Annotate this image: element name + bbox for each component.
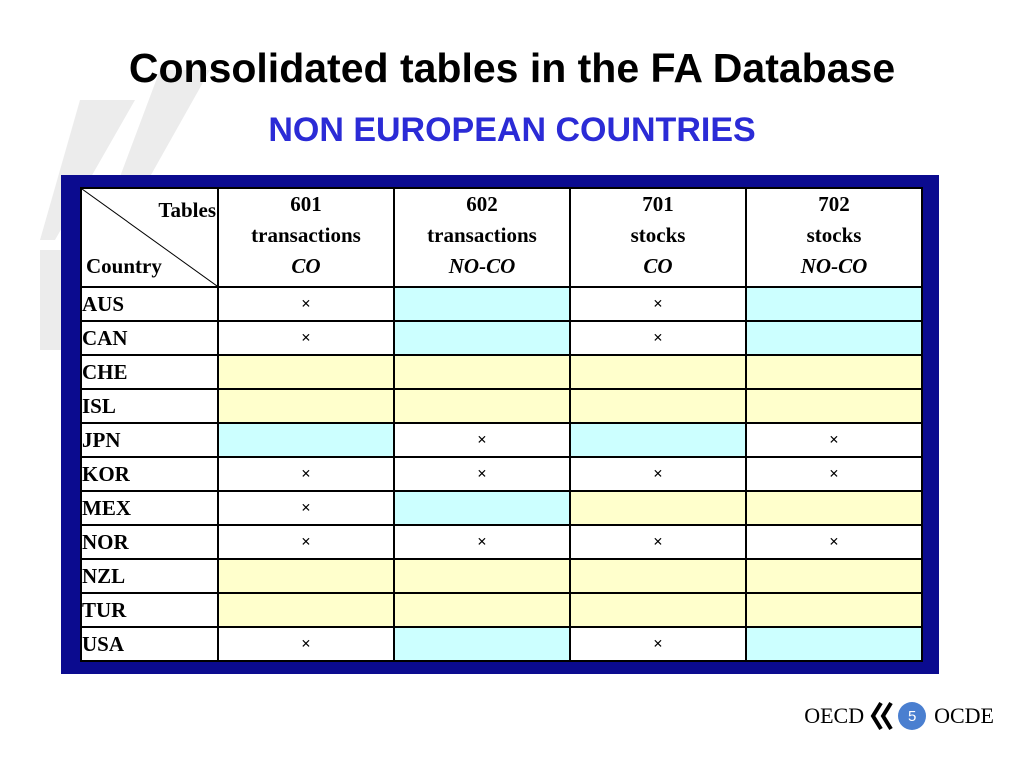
cross-mark-icon: × xyxy=(301,294,311,313)
cross-mark-icon: × xyxy=(301,328,311,347)
table-frame xyxy=(61,175,939,674)
availability-cell xyxy=(218,457,394,491)
availability-cell xyxy=(394,525,570,559)
cross-mark-icon: × xyxy=(829,532,839,551)
availability-cell xyxy=(746,457,922,491)
cross-mark-icon: × xyxy=(653,294,663,313)
column-header-702 xyxy=(746,188,922,287)
availability-cell xyxy=(570,559,746,593)
country-cell: CAN xyxy=(81,321,218,355)
availability-cell xyxy=(218,355,394,389)
cross-mark-icon: × xyxy=(477,430,487,449)
table-row xyxy=(81,491,922,525)
column-type: transactions xyxy=(251,223,361,247)
country-cell: NOR xyxy=(81,525,218,559)
availability-cell xyxy=(394,593,570,627)
page-subtitle: NON EUROPEAN COUNTRIES xyxy=(268,111,756,149)
oecd-label: OECD xyxy=(804,703,865,728)
availability-cell xyxy=(394,559,570,593)
oecd-chevrons-icon xyxy=(870,701,894,731)
availability-cell xyxy=(570,287,746,321)
availability-cell xyxy=(570,457,746,491)
footer xyxy=(804,701,994,731)
cross-mark-icon: × xyxy=(301,498,311,517)
country-cell: ISL xyxy=(81,389,218,423)
availability-cell xyxy=(746,627,922,661)
availability-cell xyxy=(570,593,746,627)
table-header-row xyxy=(81,188,922,287)
country-cell: KOR xyxy=(81,457,218,491)
availability-cell xyxy=(746,355,922,389)
availability-cell xyxy=(746,559,922,593)
cross-mark-icon: × xyxy=(653,464,663,483)
table-body xyxy=(81,287,922,661)
availability-cell xyxy=(218,389,394,423)
availability-cell xyxy=(746,593,922,627)
availability-cell xyxy=(218,423,394,457)
country-cell: CHE xyxy=(81,355,218,389)
table-row xyxy=(81,593,922,627)
column-scope: NO-CO xyxy=(800,254,868,278)
table-row xyxy=(81,423,922,457)
column-scope: NO-CO xyxy=(448,254,516,278)
availability-cell xyxy=(570,389,746,423)
corner-tables-label: Tables xyxy=(158,198,216,222)
availability-cell xyxy=(746,321,922,355)
column-code: 702 xyxy=(818,192,850,216)
country-cell: USA xyxy=(81,627,218,661)
table-row xyxy=(81,525,922,559)
availability-cell xyxy=(570,491,746,525)
availability-cell xyxy=(746,423,922,457)
country-cell: JPN xyxy=(81,423,218,457)
availability-cell xyxy=(394,389,570,423)
table-row xyxy=(81,627,922,661)
availability-cell xyxy=(218,321,394,355)
availability-cell xyxy=(570,321,746,355)
corner-header xyxy=(81,188,218,287)
availability-cell xyxy=(218,627,394,661)
availability-cell xyxy=(570,525,746,559)
table-row xyxy=(81,287,922,321)
availability-cell xyxy=(570,355,746,389)
availability-cell xyxy=(394,287,570,321)
table-row xyxy=(81,321,922,355)
column-header-601 xyxy=(218,188,394,287)
availability-cell xyxy=(746,491,922,525)
column-type: stocks xyxy=(630,223,686,247)
availability-cell xyxy=(394,423,570,457)
corner-country-label: Country xyxy=(86,254,162,278)
table-row xyxy=(81,389,922,423)
cross-mark-icon: × xyxy=(653,532,663,551)
column-scope: CO xyxy=(291,254,321,278)
cross-mark-icon: × xyxy=(653,634,663,653)
availability-cell xyxy=(394,321,570,355)
country-cell: AUS xyxy=(81,287,218,321)
availability-cell xyxy=(394,627,570,661)
country-cell: TUR xyxy=(81,593,218,627)
cross-mark-icon: × xyxy=(477,532,487,551)
column-code: 601 xyxy=(290,192,322,216)
cross-mark-icon: × xyxy=(301,532,311,551)
table-row xyxy=(81,457,922,491)
availability-cell xyxy=(394,491,570,525)
column-scope: CO xyxy=(643,254,673,278)
cross-mark-icon: × xyxy=(477,464,487,483)
cross-mark-icon: × xyxy=(829,430,839,449)
availability-cell xyxy=(218,559,394,593)
availability-cell xyxy=(218,525,394,559)
column-code: 701 xyxy=(642,192,674,216)
table-row xyxy=(81,355,922,389)
availability-cell xyxy=(746,287,922,321)
availability-cell xyxy=(394,355,570,389)
column-type: stocks xyxy=(806,223,862,247)
country-cell: NZL xyxy=(81,559,218,593)
availability-cell xyxy=(218,491,394,525)
availability-cell xyxy=(746,525,922,559)
availability-cell xyxy=(218,287,394,321)
column-header-602 xyxy=(394,188,570,287)
table-row xyxy=(81,559,922,593)
country-cell: MEX xyxy=(81,491,218,525)
page-title: Consolidated tables in the FA Database xyxy=(128,45,896,91)
ocde-label: OCDE xyxy=(934,703,994,728)
cross-mark-icon: × xyxy=(301,464,311,483)
consolidated-table xyxy=(80,187,923,662)
availability-cell xyxy=(570,423,746,457)
cross-mark-icon: × xyxy=(301,634,311,653)
cross-mark-icon: × xyxy=(653,328,663,347)
availability-cell xyxy=(218,593,394,627)
column-code: 602 xyxy=(466,192,498,216)
cross-mark-icon: × xyxy=(829,464,839,483)
page-number: 5 xyxy=(898,702,926,730)
availability-cell xyxy=(746,389,922,423)
column-type: transactions xyxy=(427,223,537,247)
column-header-701 xyxy=(570,188,746,287)
availability-cell xyxy=(394,457,570,491)
availability-cell xyxy=(570,627,746,661)
